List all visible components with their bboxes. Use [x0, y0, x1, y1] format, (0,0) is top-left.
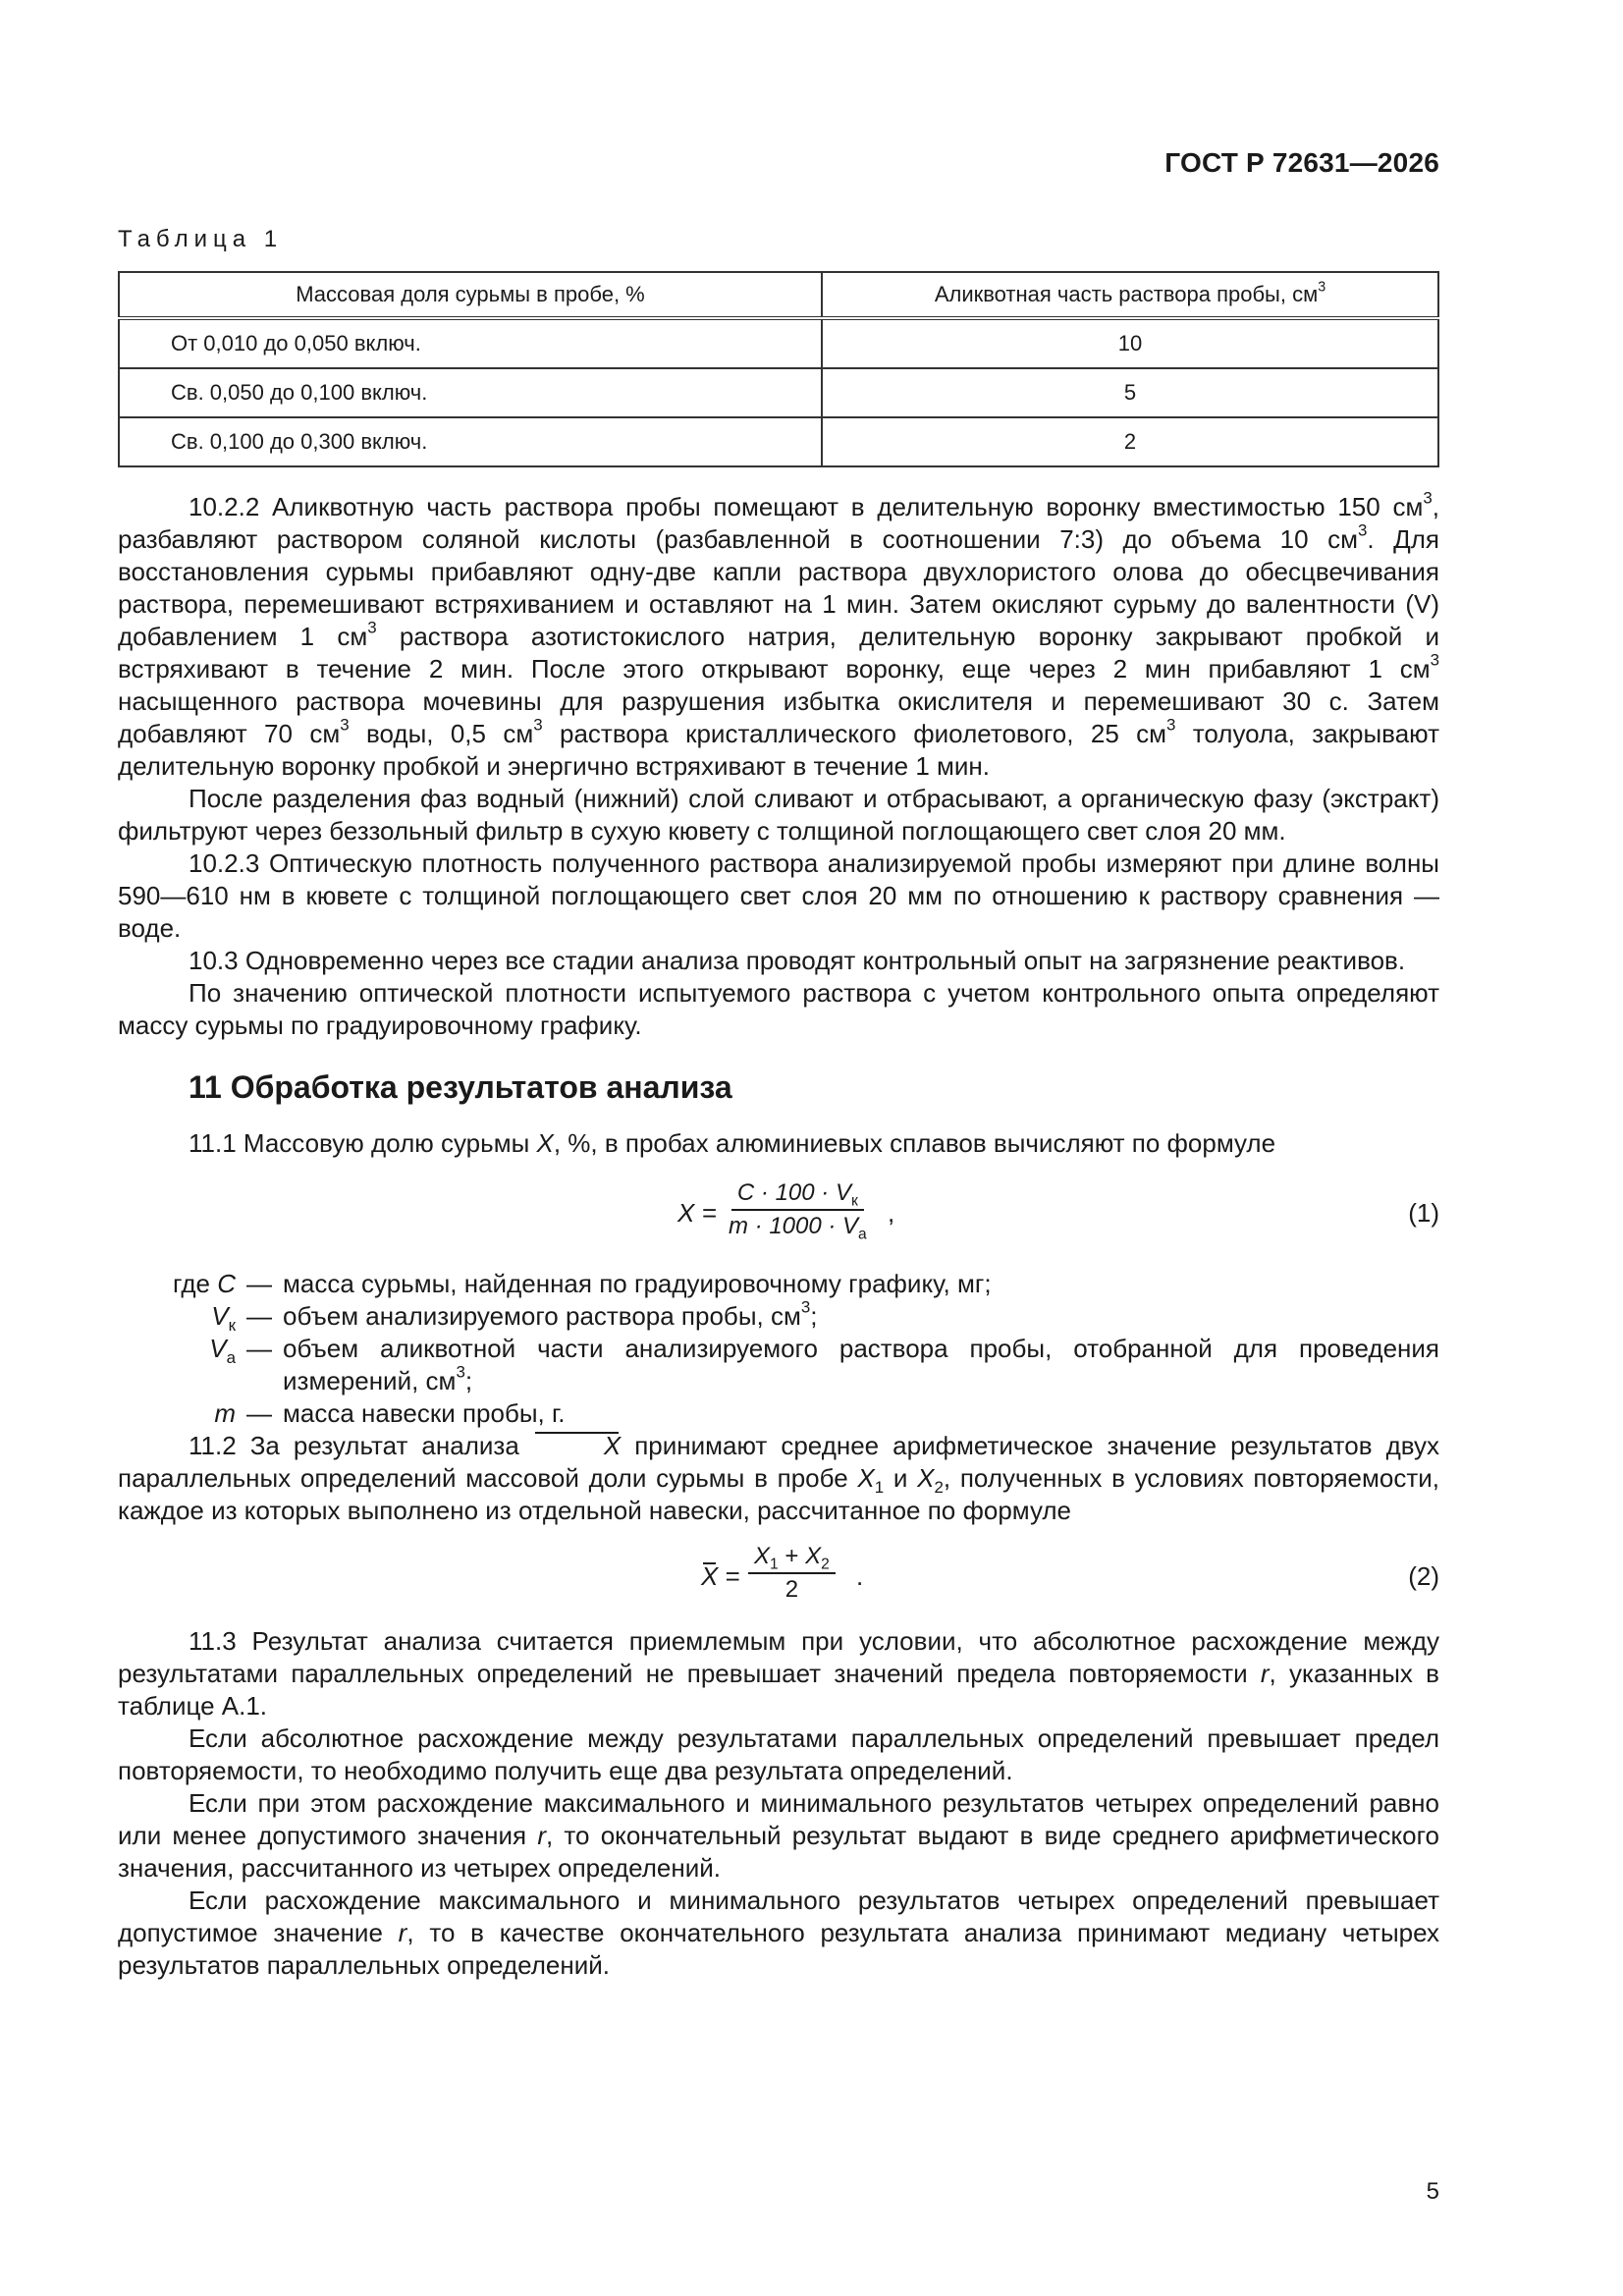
table-header-mass-fraction: Массовая доля сурьмы в пробе, %: [119, 272, 822, 318]
text-run: объем аликвотной части анализируемого раствора пробы, отобранной для проведения измерений, см: [283, 1334, 1439, 1395]
definition-symbol-sub: a: [226, 1347, 236, 1367]
formula-2-x2: X: [805, 1543, 822, 1569]
subscript: 2: [934, 1477, 944, 1497]
text-run: ;: [810, 1301, 818, 1331]
definition-symbol: [118, 1268, 236, 1300]
definition-text: масса навески пробы, г.: [283, 1398, 566, 1428]
formula-2-numerator: [748, 1543, 836, 1574]
table-cell-range: Св. 0,050 до 0,100 включ.: [119, 368, 822, 417]
formula-1-numerator: [731, 1179, 864, 1211]
table-cell-value: 5: [822, 368, 1438, 417]
formula-2-plus: +: [778, 1543, 806, 1569]
variable-r: r: [537, 1821, 546, 1850]
superscript: 3: [340, 715, 350, 735]
text-run: насыщенного раствора мочевины для разрушения избытка окислителя и перемешивают 30 с. Затем добавляют 70 см: [118, 686, 1439, 748]
definition-symbol-var: V: [211, 1301, 229, 1331]
text-run: принимают среднее арифметическое значение результатов двух параллельных определений массовой доли сурьмы в пробе: [118, 1431, 1440, 1493]
page-number: 5: [1426, 2178, 1439, 2205]
text-run: 10.2.2 Аликвотную часть раствора пробы помещают в делительную воронку вместимостью 150 см: [189, 492, 1424, 521]
formula-2-sub2: 2: [821, 1556, 830, 1573]
formula-1-comma: ,: [888, 1198, 895, 1228]
definition-text: масса сурьмы, найденная по градуировочному графику, мг;: [283, 1269, 992, 1298]
paragraph-mass-determination: По значению оптической плотности испытуемого раствора с учетом контрольного опыта определяют массу сурьмы по градуировочному графику.: [118, 978, 1439, 1040]
text-run: раствора кристаллического фиолетового, 25 см: [542, 719, 1167, 748]
paragraph-11-2: [118, 1430, 1439, 1527]
definition-dash: —: [246, 1398, 272, 1428]
definition-dash: —: [246, 1334, 272, 1363]
formula-2: [118, 1541, 1439, 1610]
formula-1-lhs: X =: [677, 1198, 717, 1228]
table-cell-range: Св. 0,100 до 0,300 включ.: [119, 417, 822, 466]
text-run: , разбавляют раствором соляной кислоты (разбавленной в соотношении 7:3) до объема 10 см: [118, 492, 1439, 554]
text-run: ;: [464, 1366, 473, 1395]
definition-dash: —: [246, 1301, 272, 1331]
text-run: и: [884, 1463, 918, 1493]
formula-1-denominator-text: m · 1000 · V: [729, 1213, 859, 1239]
table-cell-range: От 0,010 до 0,050 включ.: [119, 318, 822, 368]
definition-row: [118, 1297, 1439, 1335]
antimony-aliquot-table: [118, 271, 1439, 467]
document-page: [118, 0, 1439, 2296]
definition-row: [118, 1397, 1439, 1430]
text-run: 11.3 Результат анализа считается приемлемым при условии, что абсолютное расхождение между результатами параллельных определений не превышает значений предела повторяемости: [118, 1626, 1439, 1688]
superscript: 3: [800, 1297, 811, 1317]
table-row: [119, 318, 1438, 368]
variable-x: X: [536, 1128, 554, 1158]
variable-r: r: [398, 1918, 407, 1947]
superscript: 3: [1166, 715, 1176, 735]
table-cell-value: 2: [822, 417, 1438, 466]
paragraph-10-2-3: 10.2.3 Оптическую плотность полученного раствора анализируемой пробы измеряют при длине волны 590—610 нм в кювете с толщиной поглощающего свет слоя 20 мм по отношению к раствору сравнения — воде.: [118, 848, 1439, 943]
definition-row: [118, 1333, 1439, 1397]
definition-row: [118, 1268, 1439, 1300]
table-cell-value: 10: [822, 318, 1438, 368]
variable-x-bar: X: [533, 1430, 621, 1462]
paragraph-11-3: [118, 1625, 1439, 1722]
paragraph-four-determinations: [118, 1787, 1439, 1885]
text-run: Если при этом расхождение максимального и минимального результатов четырех определений равно или менее допустимого значения: [118, 1788, 1439, 1850]
definition-dash: —: [246, 1269, 272, 1298]
table-header-aliquot: [822, 272, 1438, 318]
paragraph-phase-separation: После разделения фаз водный (нижний) слой сливают и отбрасывают, а органическую фазу (экстракт) фильтруют через беззольный фильтр в сухую кювету с толщиной поглощающего свет слоя 20 мм.: [118, 784, 1439, 846]
formula-1-denominator-sub: a: [858, 1226, 867, 1243]
formula-2-sub1: 1: [770, 1556, 779, 1573]
table-row: [119, 417, 1438, 466]
table-header-aliquot-text: Аликвотная часть раствора пробы, см: [934, 282, 1319, 306]
definition-symbol-sub: к: [228, 1315, 236, 1335]
text-run: толуола, закрывают делительную воронку пробкой и энергично встряхивают в течение 1 мин.: [118, 719, 1439, 781]
paragraph-10-2-2: [118, 488, 1440, 783]
formula-2-number: (2): [1408, 1561, 1439, 1591]
table-row: [119, 368, 1438, 417]
definition-symbol: [118, 1300, 236, 1333]
definition-symbol: m: [214, 1398, 236, 1428]
paragraph-median: [118, 1885, 1439, 1982]
text-run: , %, в пробах алюминиевых сплавов вычисляют по формуле: [553, 1128, 1276, 1158]
variable-x2: X: [917, 1463, 935, 1493]
formula-1-numerator-sub: к: [850, 1192, 858, 1210]
superscript: 3: [533, 715, 543, 735]
superscript: 3: [1423, 488, 1433, 508]
paragraph-11-1: [118, 1127, 1439, 1160]
formula-2-eq: =: [725, 1561, 740, 1591]
formula-2-period: .: [856, 1561, 864, 1591]
table-header-aliquot-sup: 3: [1318, 279, 1326, 296]
text-run: , то в качестве окончательного результата анализа принимают медиану четырех результатов параллельных определений.: [118, 1918, 1439, 1980]
formula-2-lhs: [701, 1560, 740, 1593]
text-run: 11.1 Массовую долю сурьмы: [189, 1128, 537, 1158]
definition-symbol-var: V: [209, 1334, 227, 1363]
text-run: , указанных в таблице А.1.: [118, 1659, 1439, 1721]
table-header-row: [119, 272, 1438, 318]
document-body: [118, 488, 1440, 1982]
superscript: 3: [456, 1362, 465, 1382]
formula-1: [118, 1174, 1439, 1252]
definition-text: [283, 1333, 1439, 1397]
formula-2-fraction: [748, 1543, 836, 1604]
subscript: 1: [874, 1477, 885, 1497]
text-run: . Для восстановления сурьмы прибавляют одну-две капли раствора двухлористого олова до обесцвечивания раствора, перемешивают встряхиванием и оставляют на 1 мин. Затем окисляют сурьму до валентности (V) добавлением 1 см: [118, 524, 1439, 651]
variable-r: r: [1260, 1659, 1270, 1688]
formula-2-x1: X: [754, 1543, 771, 1569]
variable-x1: X: [857, 1463, 875, 1493]
table-caption: Таблица 1: [118, 226, 284, 252]
superscript: 3: [1430, 650, 1439, 670]
text-run: объем анализируемого раствора пробы, см: [283, 1301, 801, 1331]
formula-1-numerator-text: C · 100 · V: [736, 1179, 851, 1206]
variable-definitions: [118, 1268, 1439, 1430]
superscript: 3: [1358, 520, 1368, 540]
superscript: 3: [367, 618, 377, 637]
formula-2-xbar: X: [701, 1561, 719, 1591]
paragraph-exceed: Если абсолютное расхождение между результатами параллельных определений превышает предел повторяемости, то необходимо получить еще два результата определений.: [118, 1723, 1439, 1785]
formula-1-number: (1): [1408, 1198, 1439, 1228]
section-11-heading: 11 Обработка результатов анализа: [189, 1069, 732, 1105]
where-word: где: [173, 1269, 210, 1298]
text-run: , то окончательный результат выдают в виде среднего арифметического значения, рассчитанного из четырех определений.: [118, 1821, 1439, 1883]
formula-2-denominator: 2: [784, 1576, 799, 1603]
formula-1-fraction: [723, 1179, 873, 1243]
definition-symbol: [118, 1333, 236, 1397]
definition-text: [283, 1297, 1439, 1333]
text-run: , полученных в условиях повторяемости, каждое из которых выполнено из отдельной навески, рассчитанное по формуле: [118, 1463, 1439, 1525]
document-code: ГОСТ Р 72631—2026: [1164, 147, 1439, 178]
text-run: воды, 0,5 см: [349, 719, 534, 748]
text-run: 11.2 За результат анализа: [189, 1431, 533, 1460]
text-run: Если расхождение максимального и минимального результатов четырех определений превышает допустимое значение: [118, 1886, 1439, 1947]
paragraph-10-3: 10.3 Одновременно через все стадии анализа проводят контрольный опыт на загрязнение реактивов.: [189, 946, 1406, 975]
text-run: раствора азотистокислого натрия, делительную воронку закрывают пробкой и встряхивают в течение 2 мин. После этого открывают воронку, еще через 2 мин прибавляют 1 см: [118, 622, 1440, 683]
formula-1-denominator: [723, 1211, 873, 1243]
definition-symbol-var: C: [217, 1269, 236, 1298]
